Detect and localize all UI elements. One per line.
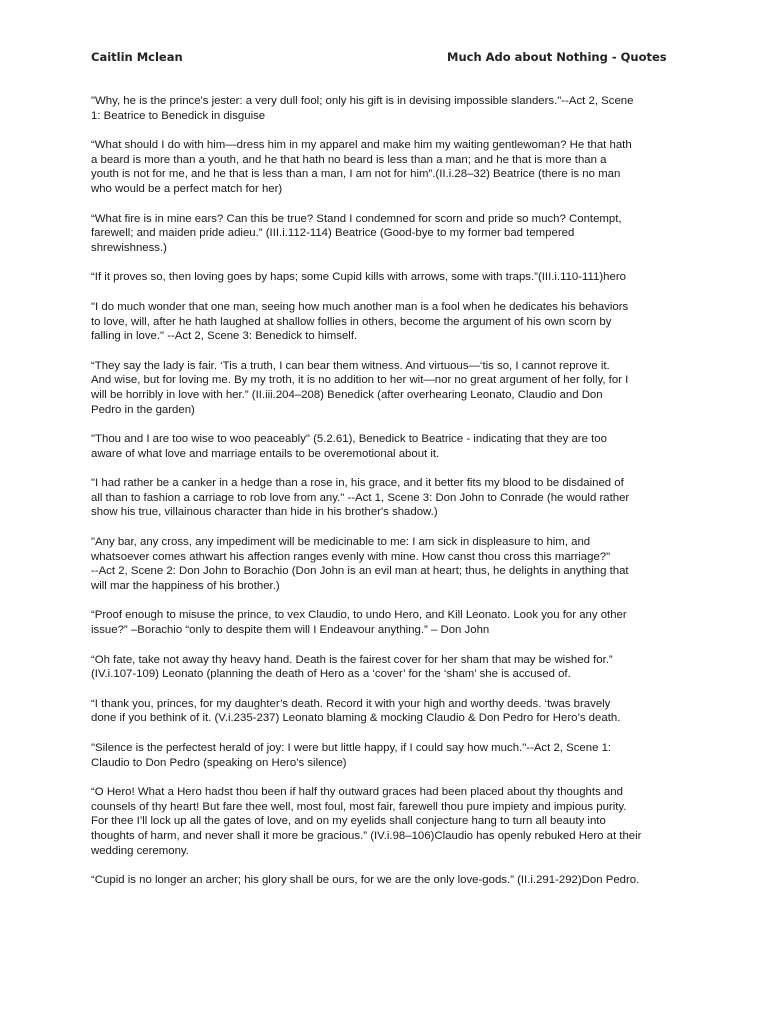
quote-paragraph: “If it proves so, then loving goes by haps; some Cupid kills with arrows, some with traps.”(III.i.110-111)hero (91, 271, 626, 284)
quote-paragraph: “What should I do with him—dress him in my apparel and make him my waiting gentlewoman? He that hath a beard is more than a youth, and he that hath no beard is less than a man; and he that is more than a youth is not for me, and he that is less than a man, I am not for him”.(II.i.28–32) Beatrice (there is no man who would be a perfect match for her) (91, 139, 632, 195)
quote-paragraph: "I had rather be a canker in a hedge than a rose in, his grace, and it better fits my blood to be disdained of all than to fashion a carriage to rob love from any." --Act 1, Scene 3: Don John to Conrade (he would rather show his true, villainous character than hide in his brother's shadow.) (91, 477, 630, 519)
quote-paragraph: "Why, he is the prince's jester: a very dull fool; only his gift is in devising impossible slanders."--Act 2, Scene 1: Beatrice to Benedick in disguise (91, 95, 634, 122)
quote-paragraph: “Proof enough to misuse the prince, to vex Claudio, to undo Hero, and Kill Leonato. Look you for any other issue?” –Borachio “only to despite them will I Endeavour anything.” – Don John (91, 609, 627, 637)
quote-paragraph: “I thank you, princes, for my daughter’s death. Record it with your high and worthy deeds. ‘twas bravely done if you bethink of it. (V.i.235-237) Leonato blaming & mocking Claudio & Don Pedro for Hero’s death. (91, 697, 621, 725)
quote-list (91, 94, 712, 888)
quote-paragraph: "Any bar, any cross, any impediment will be medicinable to me: I am sick in displeasure to him, and whatsoever comes athwart his affection ranges evenly with mine. How canst thou cross this marriage?" --Act 2, Scene 2: Don John to Borachio (Don John is an evil man at heart; thus, he delights in anything that will mar the happiness of his brother.) (91, 536, 629, 592)
author-name: Caitlin Mclean (91, 50, 183, 64)
quote-paragraph: “Cupid is no longer an archer; his glory shall be ours, for we are the only love-gods.” (II.i.291-292)Don Pedro. (91, 874, 640, 887)
quote-paragraph: “O Hero! What a Hero hadst thou been if half thy outward graces had been placed about thy thoughts and counsels of thy heart! But fare thee well, most foul, most fair, farewell thou pure impiety and impious purity. For thee I’ll lock up all the gates of love, and on my eyelids shall conjecture hang to turn all beauty into thoughts of harm, and never shall it more be gracious.” (IV.i.98–106)Claudio has openly rebuked Hero at their wedding ceremony. (91, 786, 642, 857)
quote-paragraph: “They say the lady is fair. ‘Tis a truth, I can bear them witness. And virtuous—‘tis so, I cannot reprove it. And wise, but for loving me. By my troth, it is no addition to her wit—nor no great argument of her folly, for I will be horribly in love with her.” (II.iii.204–208) Benedick (after overhearing Leonato, Claudio and Don Pedro in the garden) (91, 359, 629, 416)
quote-paragraph: “What fire is in mine ears? Can this be true? Stand I condemned for scorn and pride so much? Contempt, farewell; and maiden pride adieu.” (III.i.112-114) Beatrice (Good-bye to my former bad tempered shrewishness.) (91, 212, 622, 254)
document-title: Much Ado about Nothing - Quotes (447, 50, 667, 64)
quote-paragraph: "Thou and I are too wise to woo peaceably" (5.2.61), Benedick to Beatrice - indicating that they are too aware of what love and marriage entails to be overemotional about it. (91, 433, 607, 460)
page-header (91, 48, 712, 72)
quote-paragraph: "I do much wonder that one man, seeing how much another man is a fool when he dedicates his behaviors to love, will, after he hath laughed at shallow follies in others, become the argument of his own scorn by falling in love." --Act 2, Scene 3: Benedick to himself. (91, 300, 629, 343)
quote-paragraph: “Oh fate, take not away thy heavy hand. Death is the fairest cover for her sham that may be wished for.” (IV.i.107-109) Leonato (planning the death of Hero as a ‘cover’ for the ‘sham’ she is accused of. (91, 653, 613, 681)
quote-paragraph: "Silence is the perfectest herald of joy: I were but little happy, if I could say how much."--Act 2, Scene 1: Claudio to Don Pedro (speaking on Hero’s silence) (91, 742, 612, 769)
